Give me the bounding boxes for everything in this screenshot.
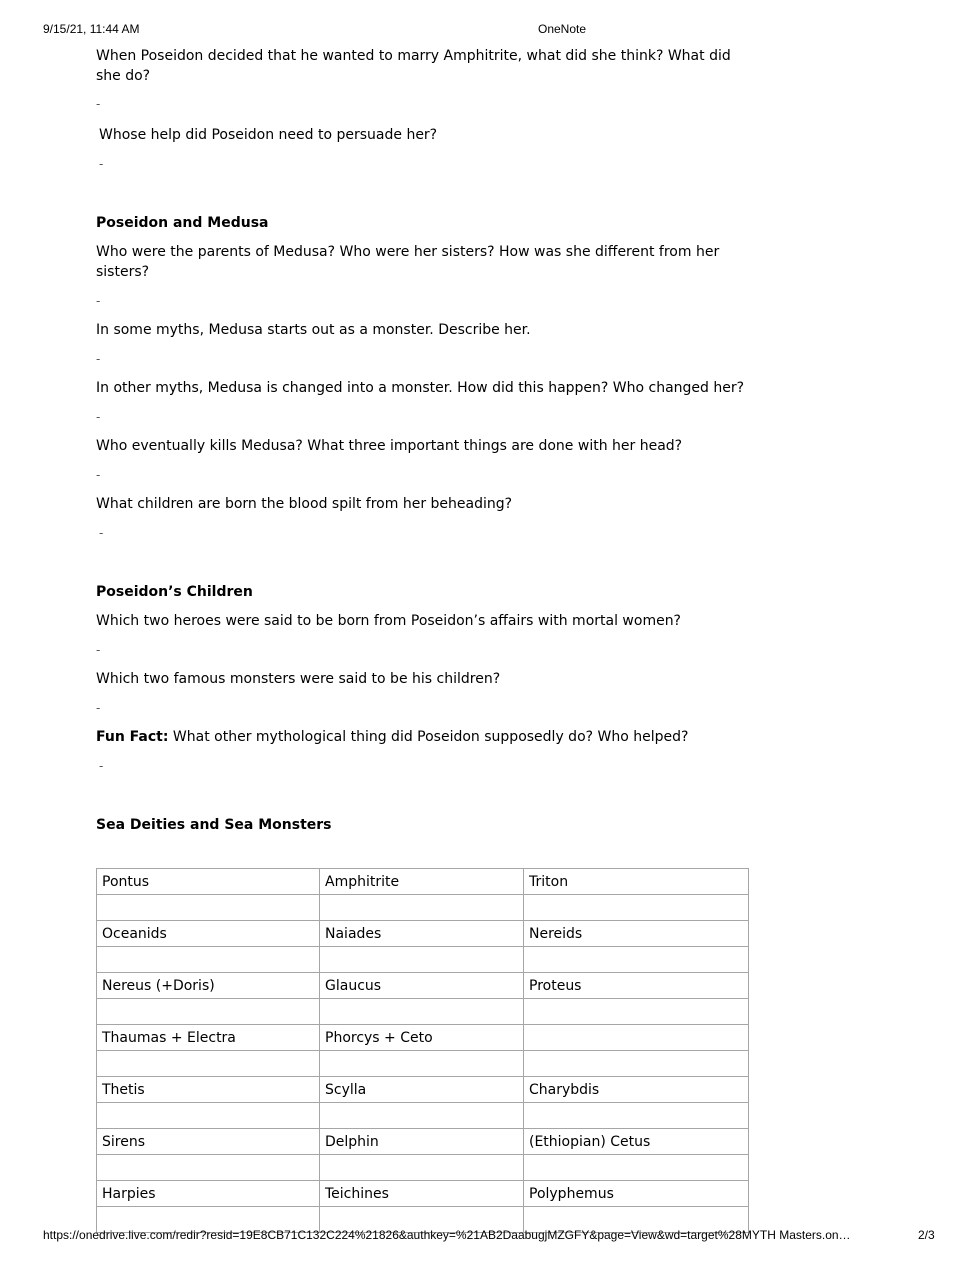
table-cell[interactable]: [97, 1155, 320, 1181]
table-cell[interactable]: Glaucus: [320, 973, 524, 999]
table-cell[interactable]: Thetis: [97, 1077, 320, 1103]
page-number: 2/3: [918, 1228, 935, 1242]
question-medusa-parents: Who were the parents of Medusa? Who were her sisters? How was she different from her sisters?: [96, 244, 720, 280]
table-cell[interactable]: [320, 1155, 524, 1181]
question-medusa-children: What children are born the blood spilt from her beheading?: [96, 496, 513, 512]
fun-fact-label: Fun Fact:: [96, 729, 169, 745]
table-cell[interactable]: Amphitrite: [320, 869, 524, 895]
answer-bullet[interactable]: -: [99, 759, 104, 773]
table-cell[interactable]: [97, 1051, 320, 1077]
table-row: [97, 869, 749, 895]
table-cell[interactable]: Nereus (+Doris): [97, 973, 320, 999]
table-row: [97, 1155, 749, 1181]
table-cell[interactable]: Thaumas + Electra: [97, 1025, 320, 1051]
table-row: [97, 973, 749, 999]
answer-bullet[interactable]: -: [96, 294, 101, 308]
print-date: 9/15/21, 11:44 AM: [43, 22, 140, 36]
answer-bullet[interactable]: -: [96, 97, 101, 111]
table-row: [97, 999, 749, 1025]
fun-fact: [96, 727, 756, 747]
heading-poseidons-children: Poseidon’s Children: [96, 584, 253, 600]
table-row: [97, 895, 749, 921]
answer-bullet[interactable]: -: [96, 352, 101, 366]
table-cell[interactable]: [320, 895, 524, 921]
table-cell[interactable]: [97, 999, 320, 1025]
table-cell[interactable]: Teichines: [320, 1181, 524, 1207]
table-cell[interactable]: [524, 947, 749, 973]
table-cell[interactable]: (Ethiopian) Cetus: [524, 1129, 749, 1155]
table-cell[interactable]: Naiades: [320, 921, 524, 947]
table-cell[interactable]: Triton: [524, 869, 749, 895]
question-medusa-changed: In other myths, Medusa is changed into a monster. How did this happen? Who changed her?: [96, 380, 745, 396]
table-cell[interactable]: [320, 1051, 524, 1077]
table-cell[interactable]: Harpies: [97, 1181, 320, 1207]
answer-bullet[interactable]: -: [99, 526, 104, 540]
table-cell[interactable]: Proteus: [524, 973, 749, 999]
table-cell[interactable]: [524, 1051, 749, 1077]
table-cell[interactable]: Charybdis: [524, 1077, 749, 1103]
answer-bullet[interactable]: -: [96, 410, 101, 424]
table-cell[interactable]: [320, 1103, 524, 1129]
answer-bullet[interactable]: -: [99, 157, 104, 171]
table-row: [97, 947, 749, 973]
table-cell[interactable]: Oceanids: [97, 921, 320, 947]
app-title: OneNote: [538, 22, 587, 36]
heading-sea-deities: Sea Deities and Sea Monsters: [96, 817, 332, 833]
table-cell[interactable]: [524, 1025, 749, 1051]
table-row: [97, 921, 749, 947]
table-cell[interactable]: [524, 1155, 749, 1181]
table-cell[interactable]: [524, 999, 749, 1025]
answer-bullet[interactable]: -: [96, 643, 101, 657]
table-cell[interactable]: Phorcys + Ceto: [320, 1025, 524, 1051]
table-cell[interactable]: [97, 1103, 320, 1129]
question-medusa-monster: In some myths, Medusa starts out as a monster. Describe her.: [96, 322, 531, 338]
question-monsters: Which two famous monsters were said to be his children?: [96, 671, 501, 687]
table-row: [97, 1181, 749, 1207]
table-cell[interactable]: [97, 947, 320, 973]
table-cell[interactable]: Delphin: [320, 1129, 524, 1155]
table-cell[interactable]: [524, 1103, 749, 1129]
question-persuade-help: Whose help did Poseidon need to persuade her?: [99, 127, 438, 143]
page-content: [96, 46, 756, 835]
table-row: [97, 1025, 749, 1051]
page-url: https://onedrive.live.com/redir?resid=19E8CB71C132C224%21826&authkey=%21AB2DaabugjMZGFY&page=View&wd=target%28MYTH Masters.on…: [43, 1228, 851, 1242]
question-heroes: Which two heroes were said to be born from Poseidon’s affairs with mortal women?: [96, 613, 681, 629]
question-medusa-killer: Who eventually kills Medusa? What three important things are done with her head?: [96, 438, 683, 454]
table-row: [97, 1129, 749, 1155]
answer-bullet[interactable]: -: [96, 468, 101, 482]
table-row: [97, 1103, 749, 1129]
table-cell[interactable]: [97, 895, 320, 921]
sea-deities-table: [96, 868, 749, 1233]
table-cell[interactable]: Pontus: [97, 869, 320, 895]
table-cell[interactable]: [524, 895, 749, 921]
table-row: [97, 1077, 749, 1103]
table-cell[interactable]: Nereids: [524, 921, 749, 947]
table-cell[interactable]: Polyphemus: [524, 1181, 749, 1207]
table-cell[interactable]: Sirens: [97, 1129, 320, 1155]
heading-poseidon-medusa: Poseidon and Medusa: [96, 215, 269, 231]
table-cell[interactable]: [320, 999, 524, 1025]
table-row: [97, 1051, 749, 1077]
answer-bullet[interactable]: -: [96, 701, 101, 715]
table-cell[interactable]: [320, 947, 524, 973]
question-amphitrite-opinion: When Poseidon decided that he wanted to marry Amphitrite, what did she think? What did she do?: [96, 48, 731, 84]
fun-fact-text: What other mythological thing did Poseidon supposedly do? Who helped?: [168, 729, 689, 745]
table-cell[interactable]: Scylla: [320, 1077, 524, 1103]
